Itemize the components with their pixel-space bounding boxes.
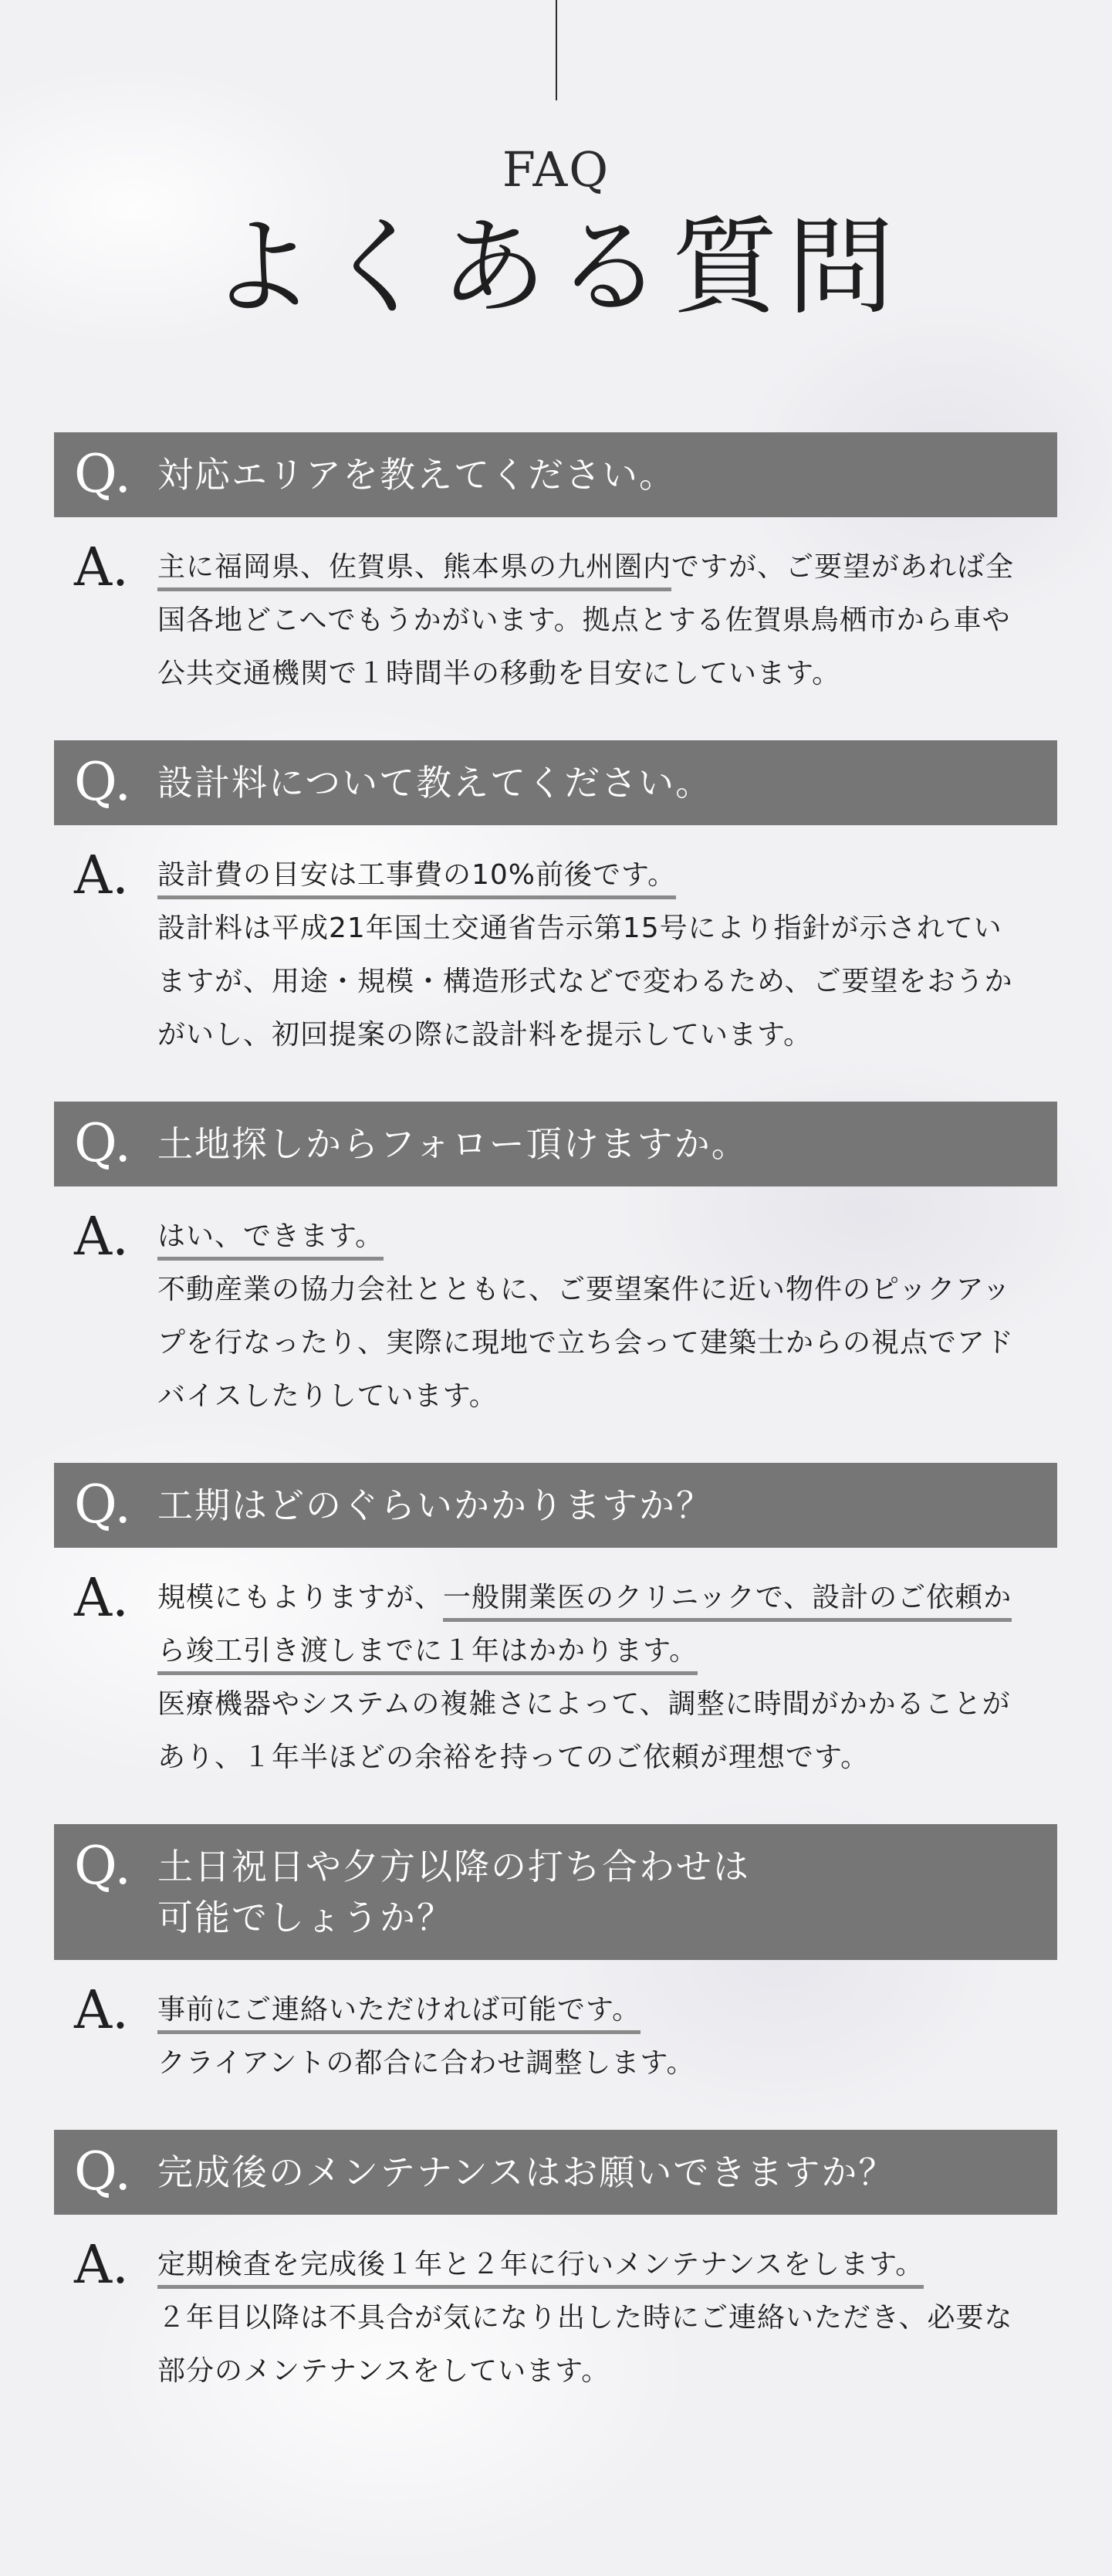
question-mark: Q. <box>74 1836 131 1897</box>
page-header <box>0 139 1112 333</box>
answer-mark: A. <box>74 1980 129 2041</box>
faq-item-construction-period <box>54 1463 1057 1784</box>
answer-rest: ２年目以降は不具合が気になり出した時にご連絡いただき、必要な部分のメンテナンスをしています。 <box>157 2302 1013 2387</box>
question-text: 設計料について教えてください。 <box>157 762 713 804</box>
answer-mark: A. <box>74 1207 129 1268</box>
answer-rest: ですが、ご要望があれば全国各地どこへでもうかがいます。拠点とする佐賀県鳥栖市から車や公共交通機関で１時間半の移動を目安にしています。 <box>157 551 1015 689</box>
faq-item-maintenance <box>54 2130 1057 2398</box>
question-mark: Q. <box>74 1113 131 1174</box>
answer-highlight: 設計費の目安は工事費の10%前後です。 <box>157 859 676 899</box>
question-mark: Q. <box>74 444 131 505</box>
answer-rest: 医療機器やシステムの複雑さによって、調整に時間がかかることがあり、１年半ほどの余裕を持ってのご依頼が理想です。 <box>157 1688 1011 1773</box>
faq-item-area <box>54 432 1057 700</box>
question-bar <box>54 432 1057 517</box>
question-bar <box>54 1463 1057 1548</box>
answer-block <box>54 1960 1057 2090</box>
question-bar <box>54 740 1057 825</box>
answer-block <box>54 825 1057 1061</box>
answer-text <box>157 1571 1031 1784</box>
question-bar <box>54 1824 1057 1960</box>
faq-list <box>54 432 1057 2438</box>
answer-highlight: 事前にご連絡いただければ可能です。 <box>157 1994 640 2034</box>
faq-item-weekend-meetings <box>54 1824 1057 2090</box>
answer-mark: A. <box>74 2235 129 2296</box>
answer-highlight: 主に福岡県、佐賀県、熊本県の九州圏内 <box>157 551 671 591</box>
answer-text <box>157 1983 706 2090</box>
faq-item-design-fee <box>54 740 1057 1061</box>
question-mark: Q. <box>74 1474 131 1535</box>
answer-block <box>54 1186 1057 1423</box>
answer-rest: 不動産業の協力会社とともに、ご要望案件に近い物件のピックアップを行なったり、実際に現地で立ち会って建築士からの視点でアドバイスしたりしています。 <box>157 1274 1015 1412</box>
page-title: よくある質問 <box>208 205 904 330</box>
question-mark: Q. <box>74 752 131 813</box>
answer-mark: A. <box>74 1568 129 1629</box>
question-text: 完成後のメンテナンスはお願いできますか？ <box>157 2151 896 2193</box>
answer-mark: A. <box>74 537 129 598</box>
question-mark: Q. <box>74 2141 131 2202</box>
faq-label: FAQ <box>502 141 610 198</box>
answer-block <box>54 517 1057 700</box>
answer-pre: 規模にもよりますが、 <box>157 1582 444 1613</box>
question-text: 土地探しからフォロー頂けますか。 <box>157 1123 749 1165</box>
question-text: 対応エリアを教えてください。 <box>157 454 676 496</box>
answer-mark: A. <box>74 845 129 906</box>
question-text: 工期はどのぐらいかかりますか？ <box>157 1484 713 1526</box>
faq-item-land-search <box>54 1102 1057 1423</box>
answer-highlight: はい、できます。 <box>157 1220 384 1261</box>
answer-text <box>157 1210 1031 1423</box>
question-bar <box>54 1102 1057 1186</box>
answer-rest: 設計料は平成21年国土交通省告示第15号により指針が示されていますが、用途・規模・構造形式などで変わるため、ご要望をおうかがいし、初回提案の際に設計料を提示しています。 <box>157 912 1013 1051</box>
answer-text <box>157 848 1031 1061</box>
answer-text <box>157 540 1031 700</box>
answer-block <box>54 2215 1057 2398</box>
answer-highlight: 定期検査を完成後１年と２年に行いメンテナンスをします。 <box>157 2249 924 2289</box>
answer-block <box>54 1548 1057 1784</box>
answer-text <box>157 2238 1031 2398</box>
question-text: 土日祝日や夕方以降の打ち合わせは 可能でしょうか？ <box>157 1846 750 1938</box>
question-bar <box>54 2130 1057 2215</box>
top-divider-line <box>556 0 557 100</box>
answer-highlight: 一般開業医のクリニックで、設計のご依頼から竣工引き渡しまでに１年はかかります。 <box>157 1582 1012 1675</box>
answer-rest: クライアントの都合に合わせ調整します。 <box>157 2047 695 2079</box>
